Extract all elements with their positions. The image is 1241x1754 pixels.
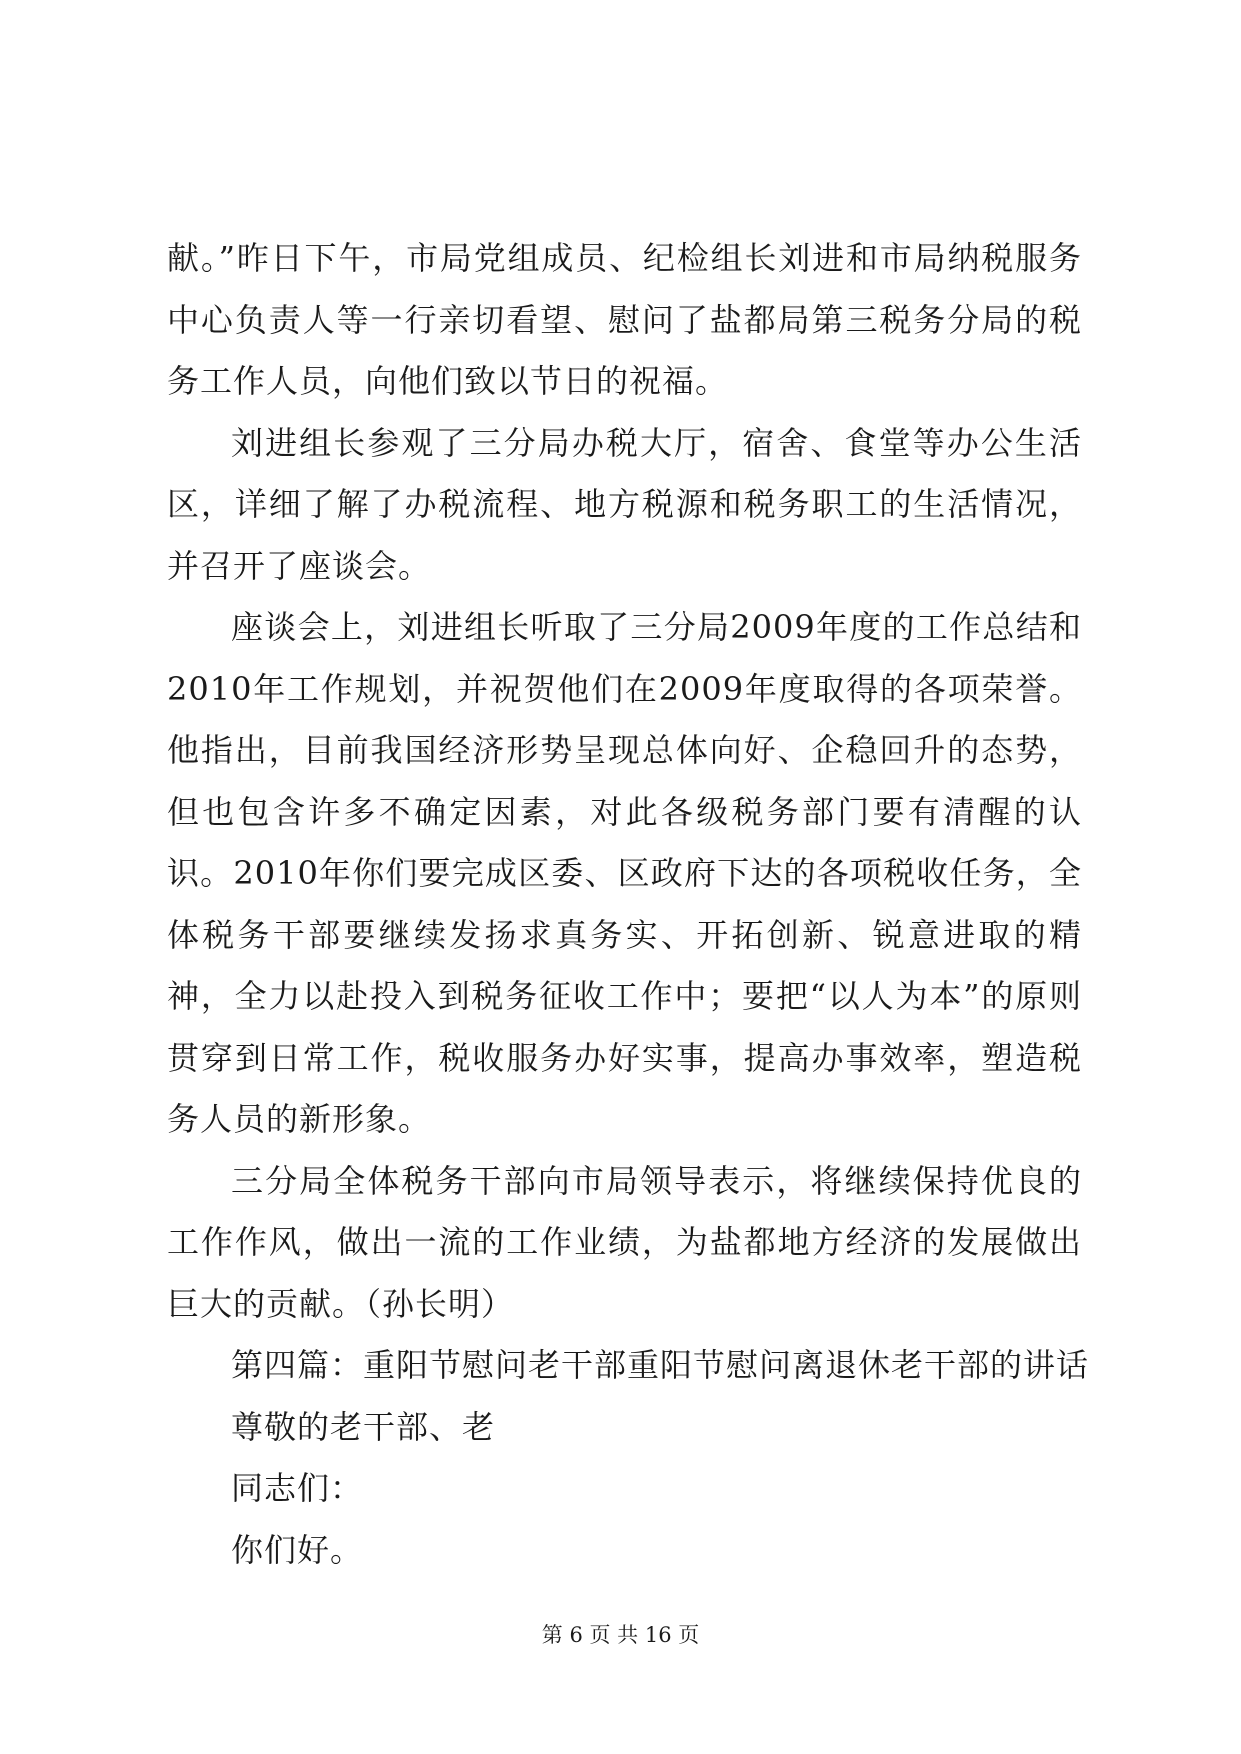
- salutation-line-1: 尊敬的老干部、老: [231, 1407, 496, 1446]
- paragraph-response: 三分局全体税务干部向市局领导表示，将继续保持优良的工作作风，做出一流的工作业绩，为盐都地方经济的发展做出巨大的贡献。（孙长明）: [167, 1161, 1082, 1323]
- section-heading: 第四篇：重阳节慰问老干部重阳节慰问离退休老干部的讲话: [231, 1346, 1090, 1384]
- paragraph-meeting: 座谈会上，刘进组长听取了三分局2009年度的工作总结和2010年工作规划，并祝贺他们在2009年度取得的各项荣誉。他指出，目前我国经济形势呈现总体向好、企稳回升的态势，但也包含许多不确定因素，对此各级税务部门要有清醒的认识。2010年你们要完成区委、区政府下达的各项税收任务，全体税务干部要继续发扬求真务实、开拓创新、锐意进取的精神，全力以赴投入到税务征收工作中；要把“以人为本”的原则贯穿到日常工作，税收服务办好实事，提高办事效率，塑造税务人员的新形象。: [167, 608, 1082, 1138]
- greeting-line: 你们好。: [231, 1530, 364, 1569]
- salutation-line-2: 同志们：: [231, 1469, 364, 1507]
- page-number-footer: 第 6 页 共 16 页: [541, 1623, 700, 1647]
- paragraph-visit: 刘进组长参观了三分局办税大厅，宿舍、食堂等办公生活区，详细了解了办税流程、地方税源和税务职工的生活情况，并召开了座谈会。: [167, 423, 1082, 585]
- document-body: [167, 228, 1090, 1581]
- paragraph-continuation: 献。”昨日下午，市局党组成员、纪检组长刘进和市局纳税服务中心负责人等一行亲切看望、慰问了盐都局第三税务分局的税务工作人员，向他们致以节日的祝福。: [167, 239, 1082, 400]
